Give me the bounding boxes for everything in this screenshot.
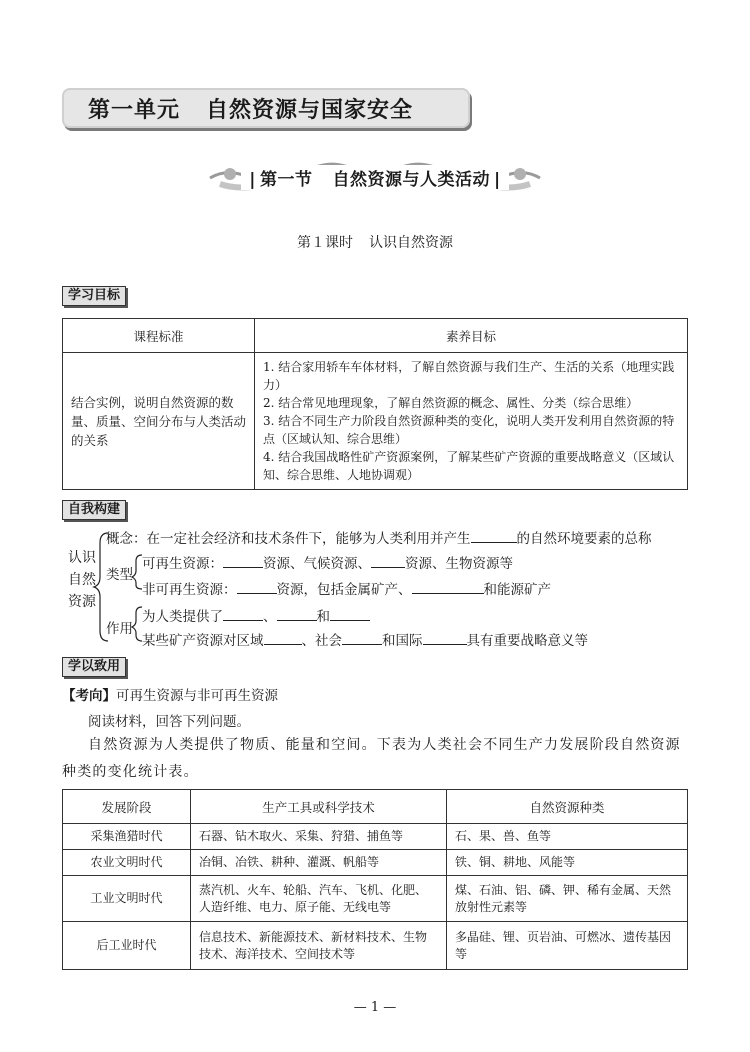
topic-text: 可再生资源与非可再生资源: [116, 688, 278, 704]
nonrenewable-label: 非可再生资源：: [142, 582, 237, 598]
goal-table-header: [63, 319, 688, 353]
lesson-label: 第１课时: [297, 235, 353, 251]
concept-text: 在一定社会经济和技术条件下，能够为人类利用并产生: [146, 531, 471, 547]
section-title: [241, 165, 508, 190]
renewable-label: 可再生资源：: [142, 556, 223, 572]
blank[interactable]: [371, 555, 405, 568]
resource-cell: 多晶硅、锂、页岩油、可燃冰、遗传基因等: [447, 922, 688, 970]
dev-table-header: [63, 790, 688, 824]
blank[interactable]: [423, 632, 467, 645]
use-row-1: [142, 605, 370, 625]
blank[interactable]: [471, 530, 517, 543]
topic-bracket: 【考向】: [62, 688, 116, 704]
course-standard: 结合实例，说明自然资源的数量、质量、空间分布与人类活动的关系: [63, 353, 255, 490]
renewable-text: 资源、气候资源、: [263, 556, 371, 572]
tech-cell: 蒸汽机、火车、轮船、汽车、飞机、化肥、人造纤维、电力、原子能、无线电等: [191, 876, 447, 922]
instruction: 阅读材料，回答下列问题。: [88, 714, 250, 730]
goal-item: 2. 结合常见地理现象，了解自然资源的概念、属性、分类（综合思维）: [263, 396, 639, 410]
concept-root: [68, 547, 96, 613]
blank[interactable]: [237, 581, 277, 594]
concept-label: 概念：: [106, 531, 147, 547]
nonrenewable-text: 资源，包括金属矿产、: [276, 582, 412, 598]
tech-cell: 信息技术、新能源技术、新材料技术、生物技术、海洋技术、空间技术等: [191, 922, 447, 970]
concept-map: [62, 525, 702, 651]
blank[interactable]: [223, 555, 263, 568]
resource-cell: 石、果、兽、鱼等: [447, 824, 688, 850]
section-label: 第一节: [260, 169, 313, 190]
tag-self-build: 自我构建: [62, 500, 126, 520]
use-text: 为人类提供了: [142, 609, 223, 625]
dev-header-stage: 发展阶段: [63, 790, 191, 824]
use-text: 和国际: [382, 633, 423, 649]
unit-title: 自然资源与国家安全: [206, 97, 414, 123]
stage-cell: 后工业时代: [63, 922, 191, 970]
goal-header-goals: 素养目标: [255, 319, 688, 353]
goal-item: 4. 结合我国战略性矿产资源案例，了解某些矿产资源的重要战略意义（区域认知、综合思维、人地协调观）: [263, 450, 675, 482]
renewable-text: 资源、生物资源等: [405, 556, 513, 572]
literacy-goals: [255, 353, 688, 490]
blank[interactable]: [330, 608, 370, 621]
tech-cell: 石器、钻木取火、采集、狩猎、捕鱼等: [191, 824, 447, 850]
dev-header-resources: 自然资源种类: [447, 790, 688, 824]
stage-cell: 工业文明时代: [63, 876, 191, 922]
table-row: [63, 876, 688, 922]
resource-cell: 铁、铜、耕地、风能等: [447, 850, 688, 876]
stage-cell: 农业文明时代: [63, 850, 191, 876]
table-row: [63, 824, 688, 850]
blank[interactable]: [412, 581, 484, 594]
section-name: 自然资源与人类活动: [332, 169, 490, 190]
nonrenewable-text: 和能源矿产: [483, 582, 551, 598]
blank[interactable]: [264, 632, 302, 645]
resource-cell: 煤、石油、铝、磷、钾、稀有金属、天然放射性元素等: [447, 876, 688, 922]
use-text: 具有重要战略意义等: [466, 633, 588, 649]
concept-text: 的自然环境要素的总称: [516, 531, 652, 547]
goal-table: [62, 318, 688, 490]
tag-apply: 学以致用: [62, 657, 126, 677]
goal-item: 1. 结合家用轿车车体材料，了解自然资源与我们生产、生活的关系（地理实践力）: [263, 360, 675, 392]
unit-label: 第一单元: [88, 97, 181, 123]
section-banner: [200, 150, 550, 204]
use-text: 某些矿产资源对区域: [142, 633, 264, 649]
use-text: 和: [316, 609, 330, 625]
material-text: 自然资源为人类提供了物质、能量和空间。下表为人类社会不同生产力发展阶段自然资源种类的变化统计表。: [62, 737, 681, 780]
tag-learning-goals: 学习目标: [62, 286, 126, 306]
nonrenewable-row: [142, 578, 551, 598]
lesson-name: 认识自然资源: [369, 235, 453, 251]
lesson-title: [0, 232, 750, 252]
goal-item: 3. 结合不同生产力阶段自然资源种类的变化，说明人类开发利用自然资源的特点（区域认知、综合思维）: [263, 414, 675, 446]
table-row: [63, 850, 688, 876]
stage-cell: 采集渔猎时代: [63, 824, 191, 850]
page-number: — 1 —: [353, 1000, 397, 1015]
root-line: 自然: [68, 572, 96, 588]
renewable-row: [142, 552, 513, 572]
tech-cell: 冶铜、冶铁、耕种、灌溉、帆船等: [191, 850, 447, 876]
root-line: 资源: [68, 594, 96, 610]
blank[interactable]: [277, 608, 317, 621]
topic-line: [62, 684, 278, 704]
table-row: [63, 922, 688, 970]
unit-banner: [62, 88, 470, 128]
development-table: [62, 789, 688, 970]
blank[interactable]: [223, 608, 263, 621]
use-text: 、: [263, 609, 277, 625]
use-row-2: [142, 629, 588, 649]
goal-table-row: [63, 353, 688, 490]
blank[interactable]: [342, 632, 382, 645]
section-bar-left: |: [249, 169, 256, 190]
section-bar-right: |: [494, 169, 501, 190]
root-line: 认识: [68, 550, 96, 566]
concept-row: [106, 527, 652, 547]
dev-header-tech: 生产工具或科学技术: [191, 790, 447, 824]
use-text: 、社会: [301, 633, 342, 649]
type-label: 类型: [106, 567, 133, 583]
use-label: 作用: [106, 621, 133, 637]
goal-header-standard: 课程标准: [63, 319, 255, 353]
